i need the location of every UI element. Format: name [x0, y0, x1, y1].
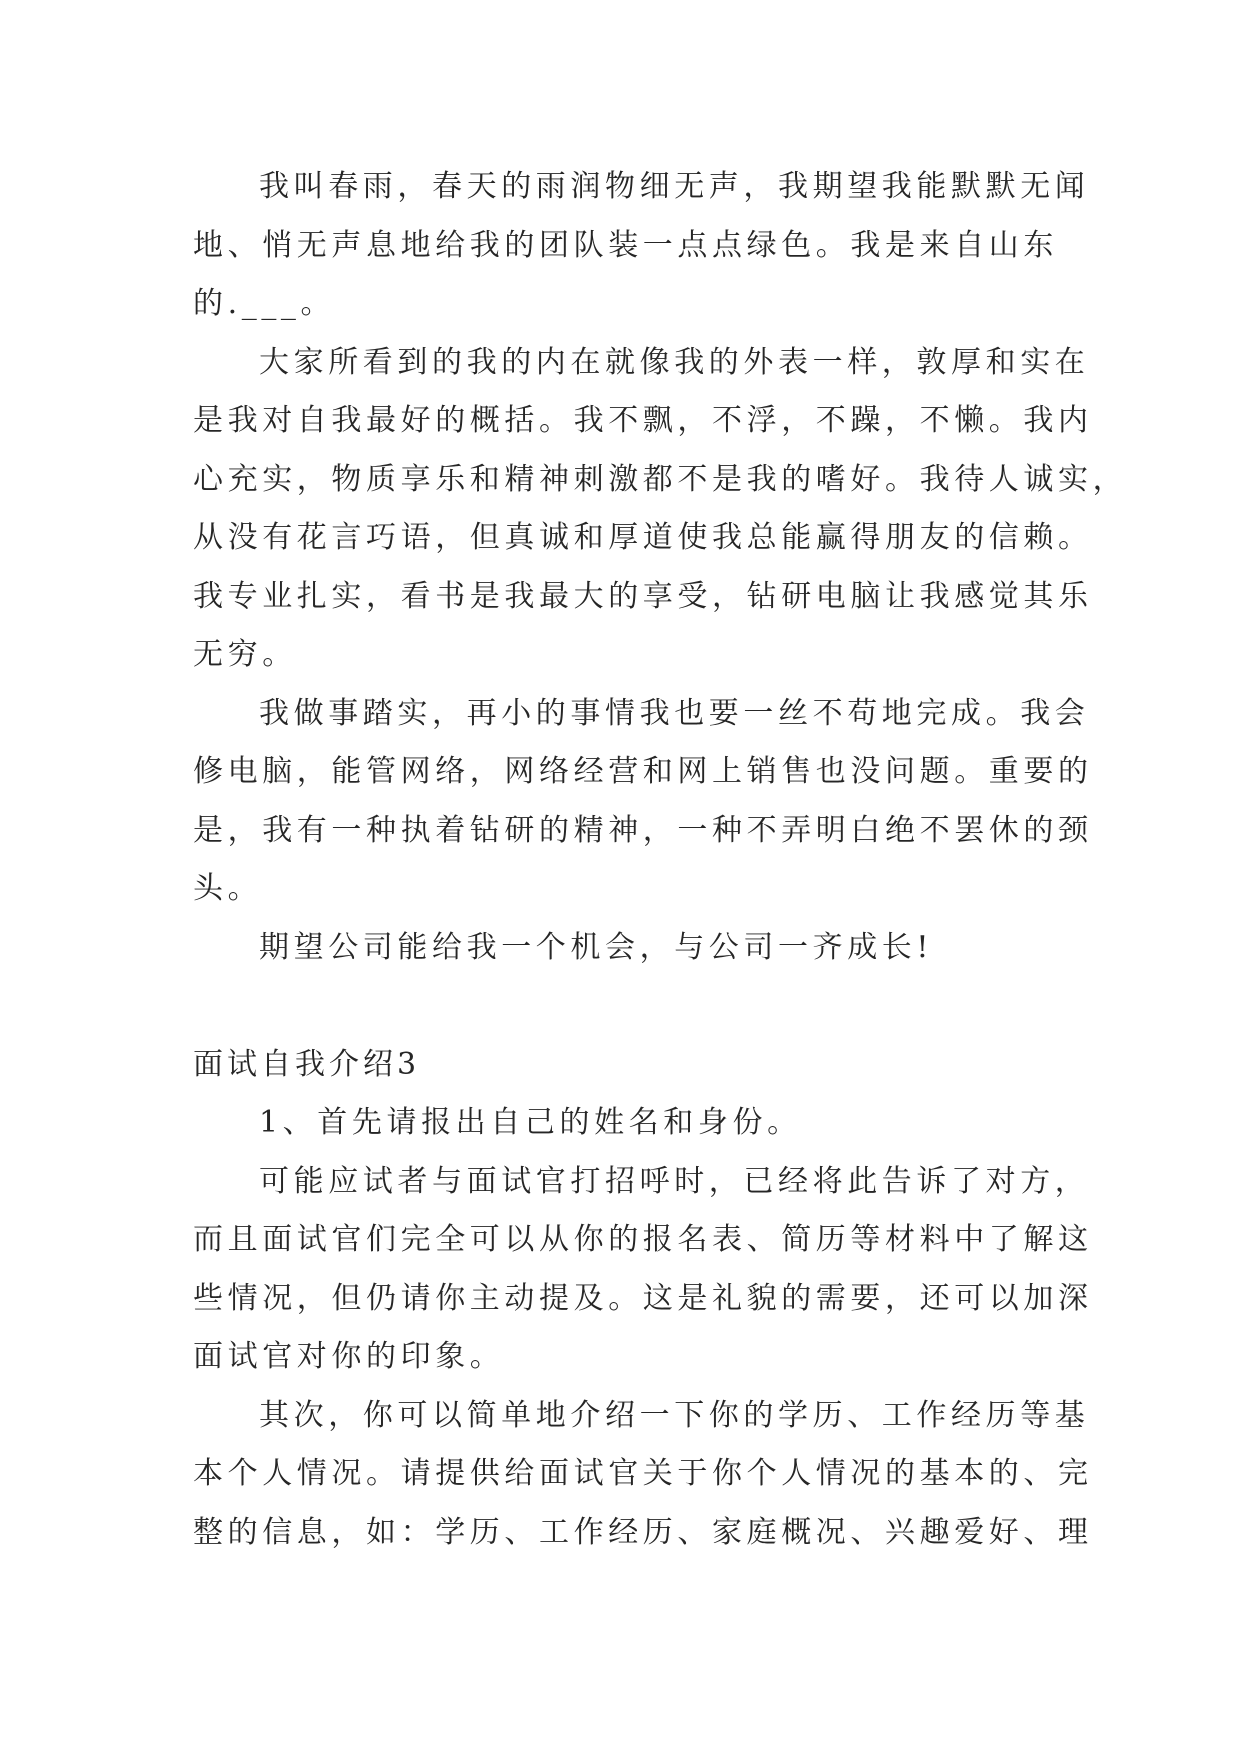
paragraph-line: 的.___。 [193, 286, 336, 321]
paragraph-line: 些情况，但仍请你主动提及。这是礼貌的需要，还可以加深 [193, 1280, 1093, 1316]
paragraph-line: 而且面试官们完全可以从你的报名表、简历等材料中了解这 [193, 1222, 1093, 1257]
paragraph-line: 大家所看到的我的内在就像我的外表一样，敦厚和实在 [259, 344, 1090, 380]
paragraph-line: 面试官对你的印象。 [193, 1339, 505, 1374]
paragraph-line: 修电脑，能管网络，网络经营和网上销售也没问题。重要的 [193, 754, 1093, 789]
paragraph-line: 头。 [193, 871, 263, 906]
section-gap [193, 977, 1073, 1036]
paragraph-line: 我做事踏实，再小的事情我也要一丝不苟地完成。我会 [259, 695, 1090, 731]
paragraph-line: 可能应试者与面试官打招呼时，已经将此告诉了对方， [259, 1163, 1090, 1199]
paragraph-line: 无穷。 [193, 637, 297, 672]
paragraph-line: 我叫春雨，春天的雨润物细无声，我期望我能默默无闻 [259, 169, 1090, 204]
paragraph-line: 从没有花言巧语，但真诚和厚道使我总能赢得朋友的信赖。 [193, 520, 1093, 555]
paragraph-line: 本个人情况。请提供给面试官关于你个人情况的基本的、完 [193, 1456, 1093, 1491]
paragraph-line: 地、悄无声息地给我的团队装一点点绿色。我是来自山东 [193, 227, 1058, 263]
paragraph-line: 期望公司能给我一个机会，与公司一齐成长! [259, 929, 934, 965]
paragraph-line: 我专业扎实，看书是我最大的享受，钻研电脑让我感觉其乐 [193, 578, 1093, 614]
paragraph-line: 整的信息，如：学历、工作经历、家庭概况、兴趣爱好、理 [193, 1514, 1093, 1550]
document-body [193, 158, 1128, 1562]
paragraph-line: 是我对自我最好的概括。我不飘，不浮，不躁，不懒。我内 [193, 403, 1093, 438]
paragraph-line: 是，我有一种执着钻研的精神，一种不弄明白绝不罢休的颈 [193, 812, 1093, 848]
paragraph-line: 心充实，物质享乐和精神刺激都不是我的嗜好。我待人诚实， [193, 461, 1128, 497]
section-heading: 面试自我介绍3 [193, 1046, 421, 1082]
paragraph-line: 1、首先请报出自己的姓名和身份。 [259, 1105, 802, 1140]
paragraph-line: 其次，你可以简单地介绍一下你的学历、工作经历等基 [259, 1397, 1090, 1433]
